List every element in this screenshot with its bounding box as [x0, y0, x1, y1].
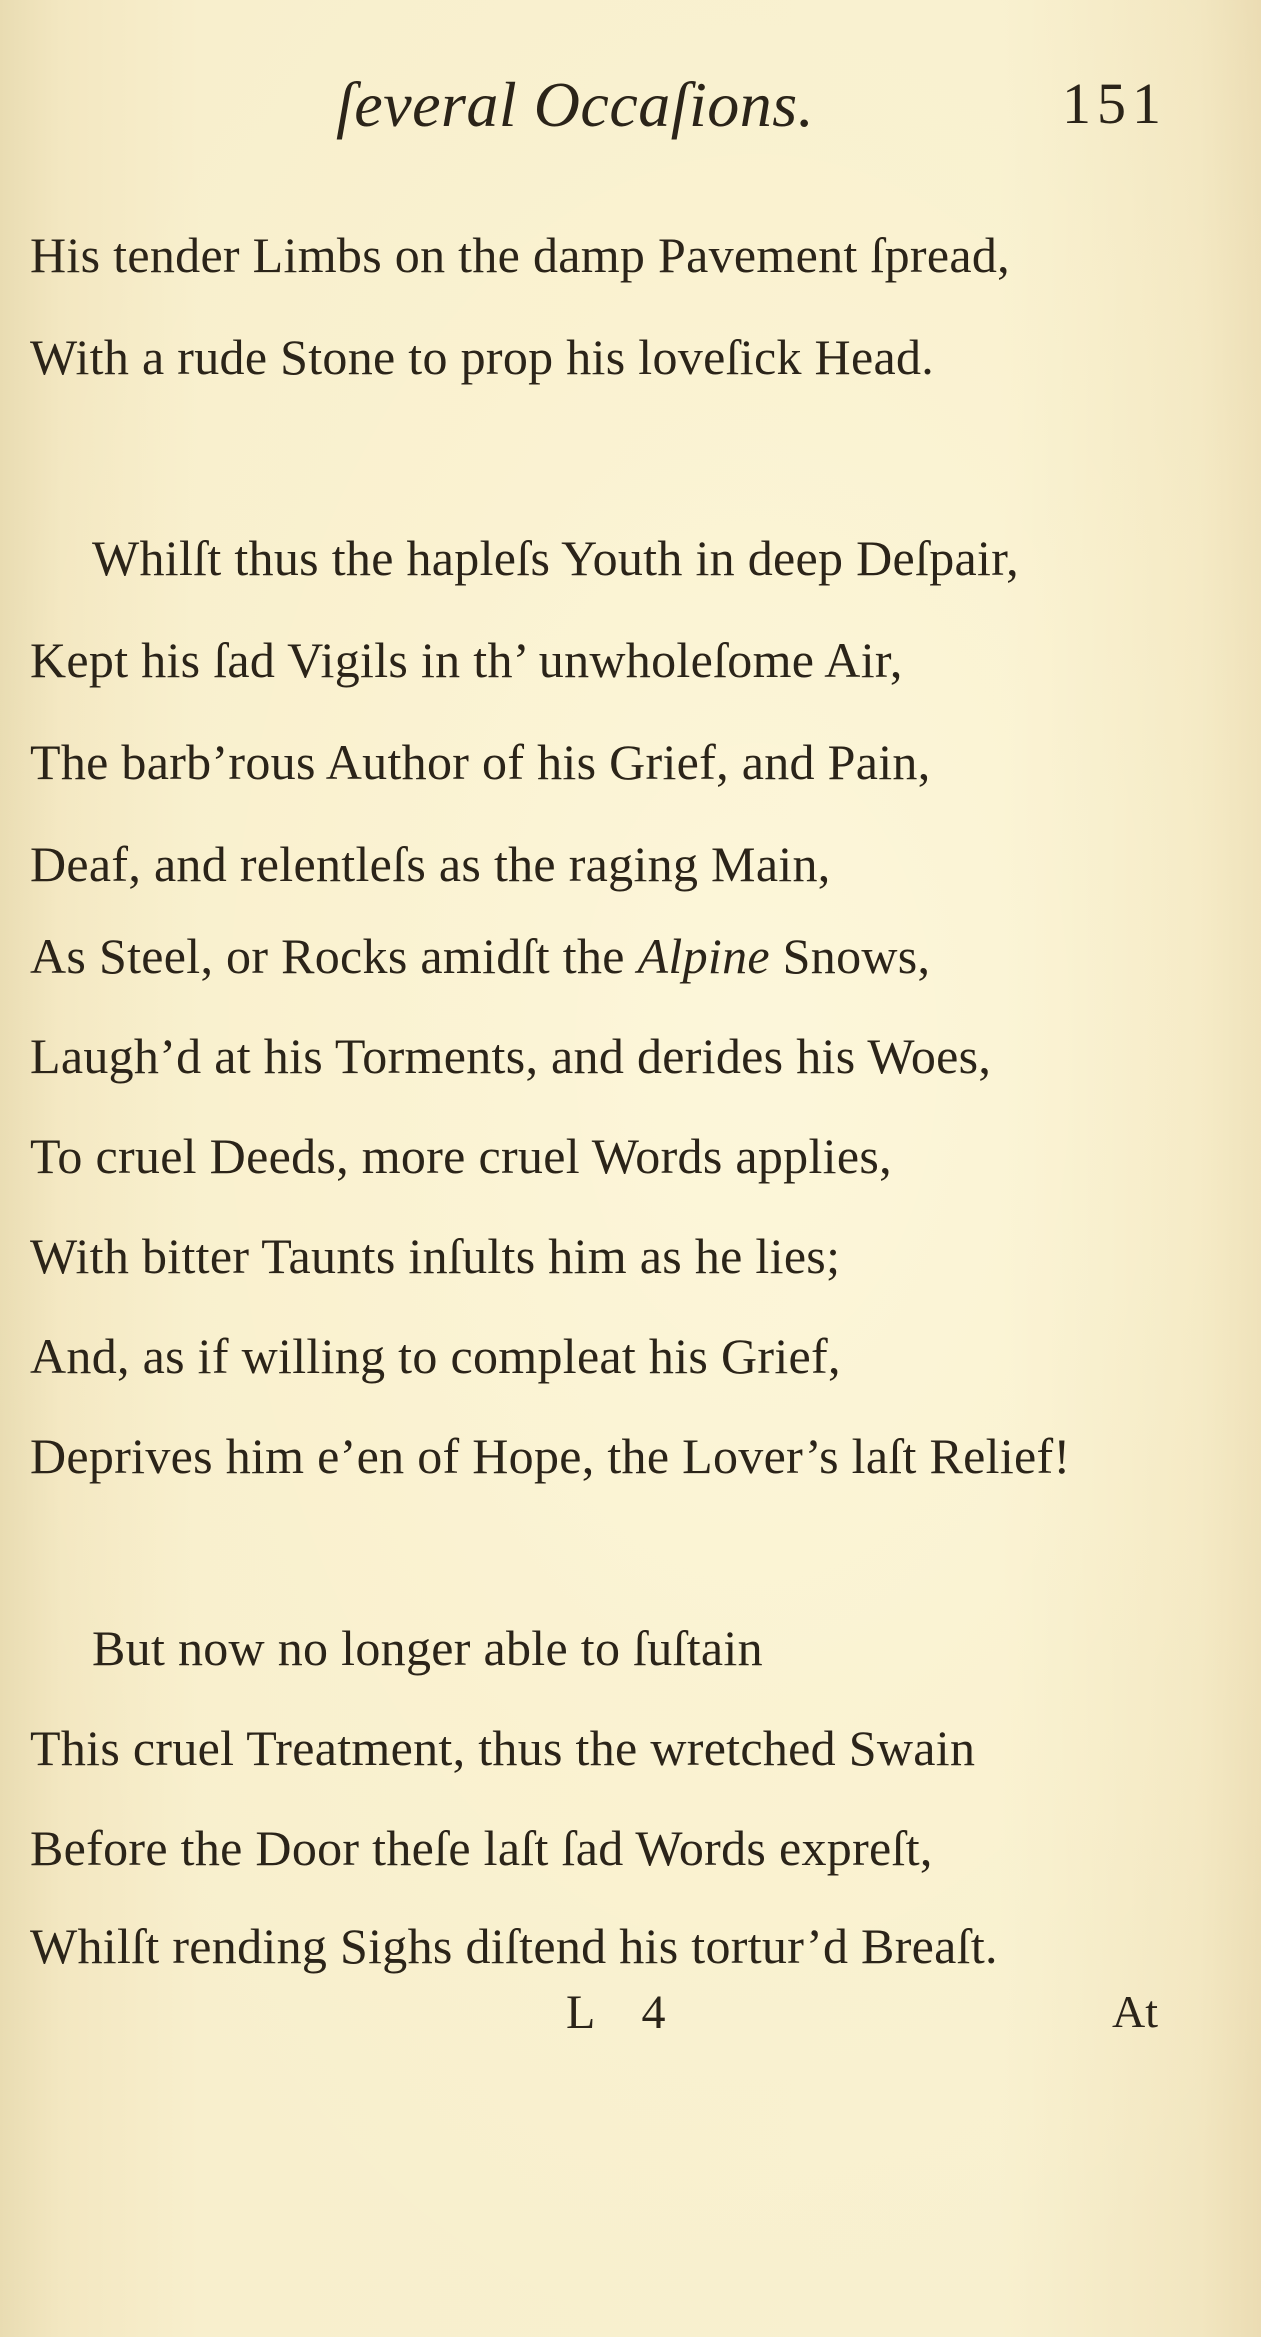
alpine-italic: Alpine	[637, 928, 770, 984]
verse-line: This cruel Treatment, thus the wretched Swain	[30, 1720, 976, 1776]
verse-line: The barb’rous Author of his Grief, and Pain,	[30, 734, 931, 790]
verse-line: Before the Door theſe laſt ſad Words expreſt,	[30, 1820, 933, 1876]
verse-text: As Steel, or Rocks amidſt the	[30, 928, 638, 984]
verse-line-alpine	[30, 926, 930, 986]
verse-text: Snows,	[769, 928, 931, 984]
verse-line: To cruel Deeds, more cruel Words applies,	[30, 1128, 892, 1184]
page-number: 151	[1062, 71, 1167, 136]
verse-line: And, as if willing to compleat his Grief,	[30, 1328, 841, 1384]
verse-line: Deprives him e’en of Hope, the Lover’s laſt Relief!	[30, 1428, 1071, 1484]
catchword: At	[1112, 1986, 1158, 2037]
verse-line: With bitter Taunts inſults him as he lies;	[30, 1228, 841, 1284]
verse-line: Whilſt rending Sighs diſtend his tortur’d Breaſt.	[30, 1918, 998, 1974]
verse-line: His tender Limbs on the damp Pavement ſpread,	[30, 227, 1010, 283]
running-head: ſeveral Occaſions.	[336, 69, 815, 140]
page-footer	[0, 1985, 1261, 2055]
verse-line: Kept his ſad Vigils in th’ unwholeſome Air,	[30, 632, 903, 688]
page-header	[0, 58, 1261, 148]
verse-line: But now no longer able to ſuſtain	[92, 1620, 763, 1676]
verse-line: With a rude Stone to prop his loveſick Head.	[30, 329, 935, 385]
signature-mark: L 4	[566, 1986, 684, 2039]
verse-line: Laugh’d at his Torments, and derides his Woes,	[30, 1028, 992, 1084]
verse-line: Whilſt thus the hapleſs Youth in deep Deſpair,	[92, 530, 1019, 586]
verse-line: Deaf, and relentleſs as the raging Main,	[30, 836, 831, 892]
